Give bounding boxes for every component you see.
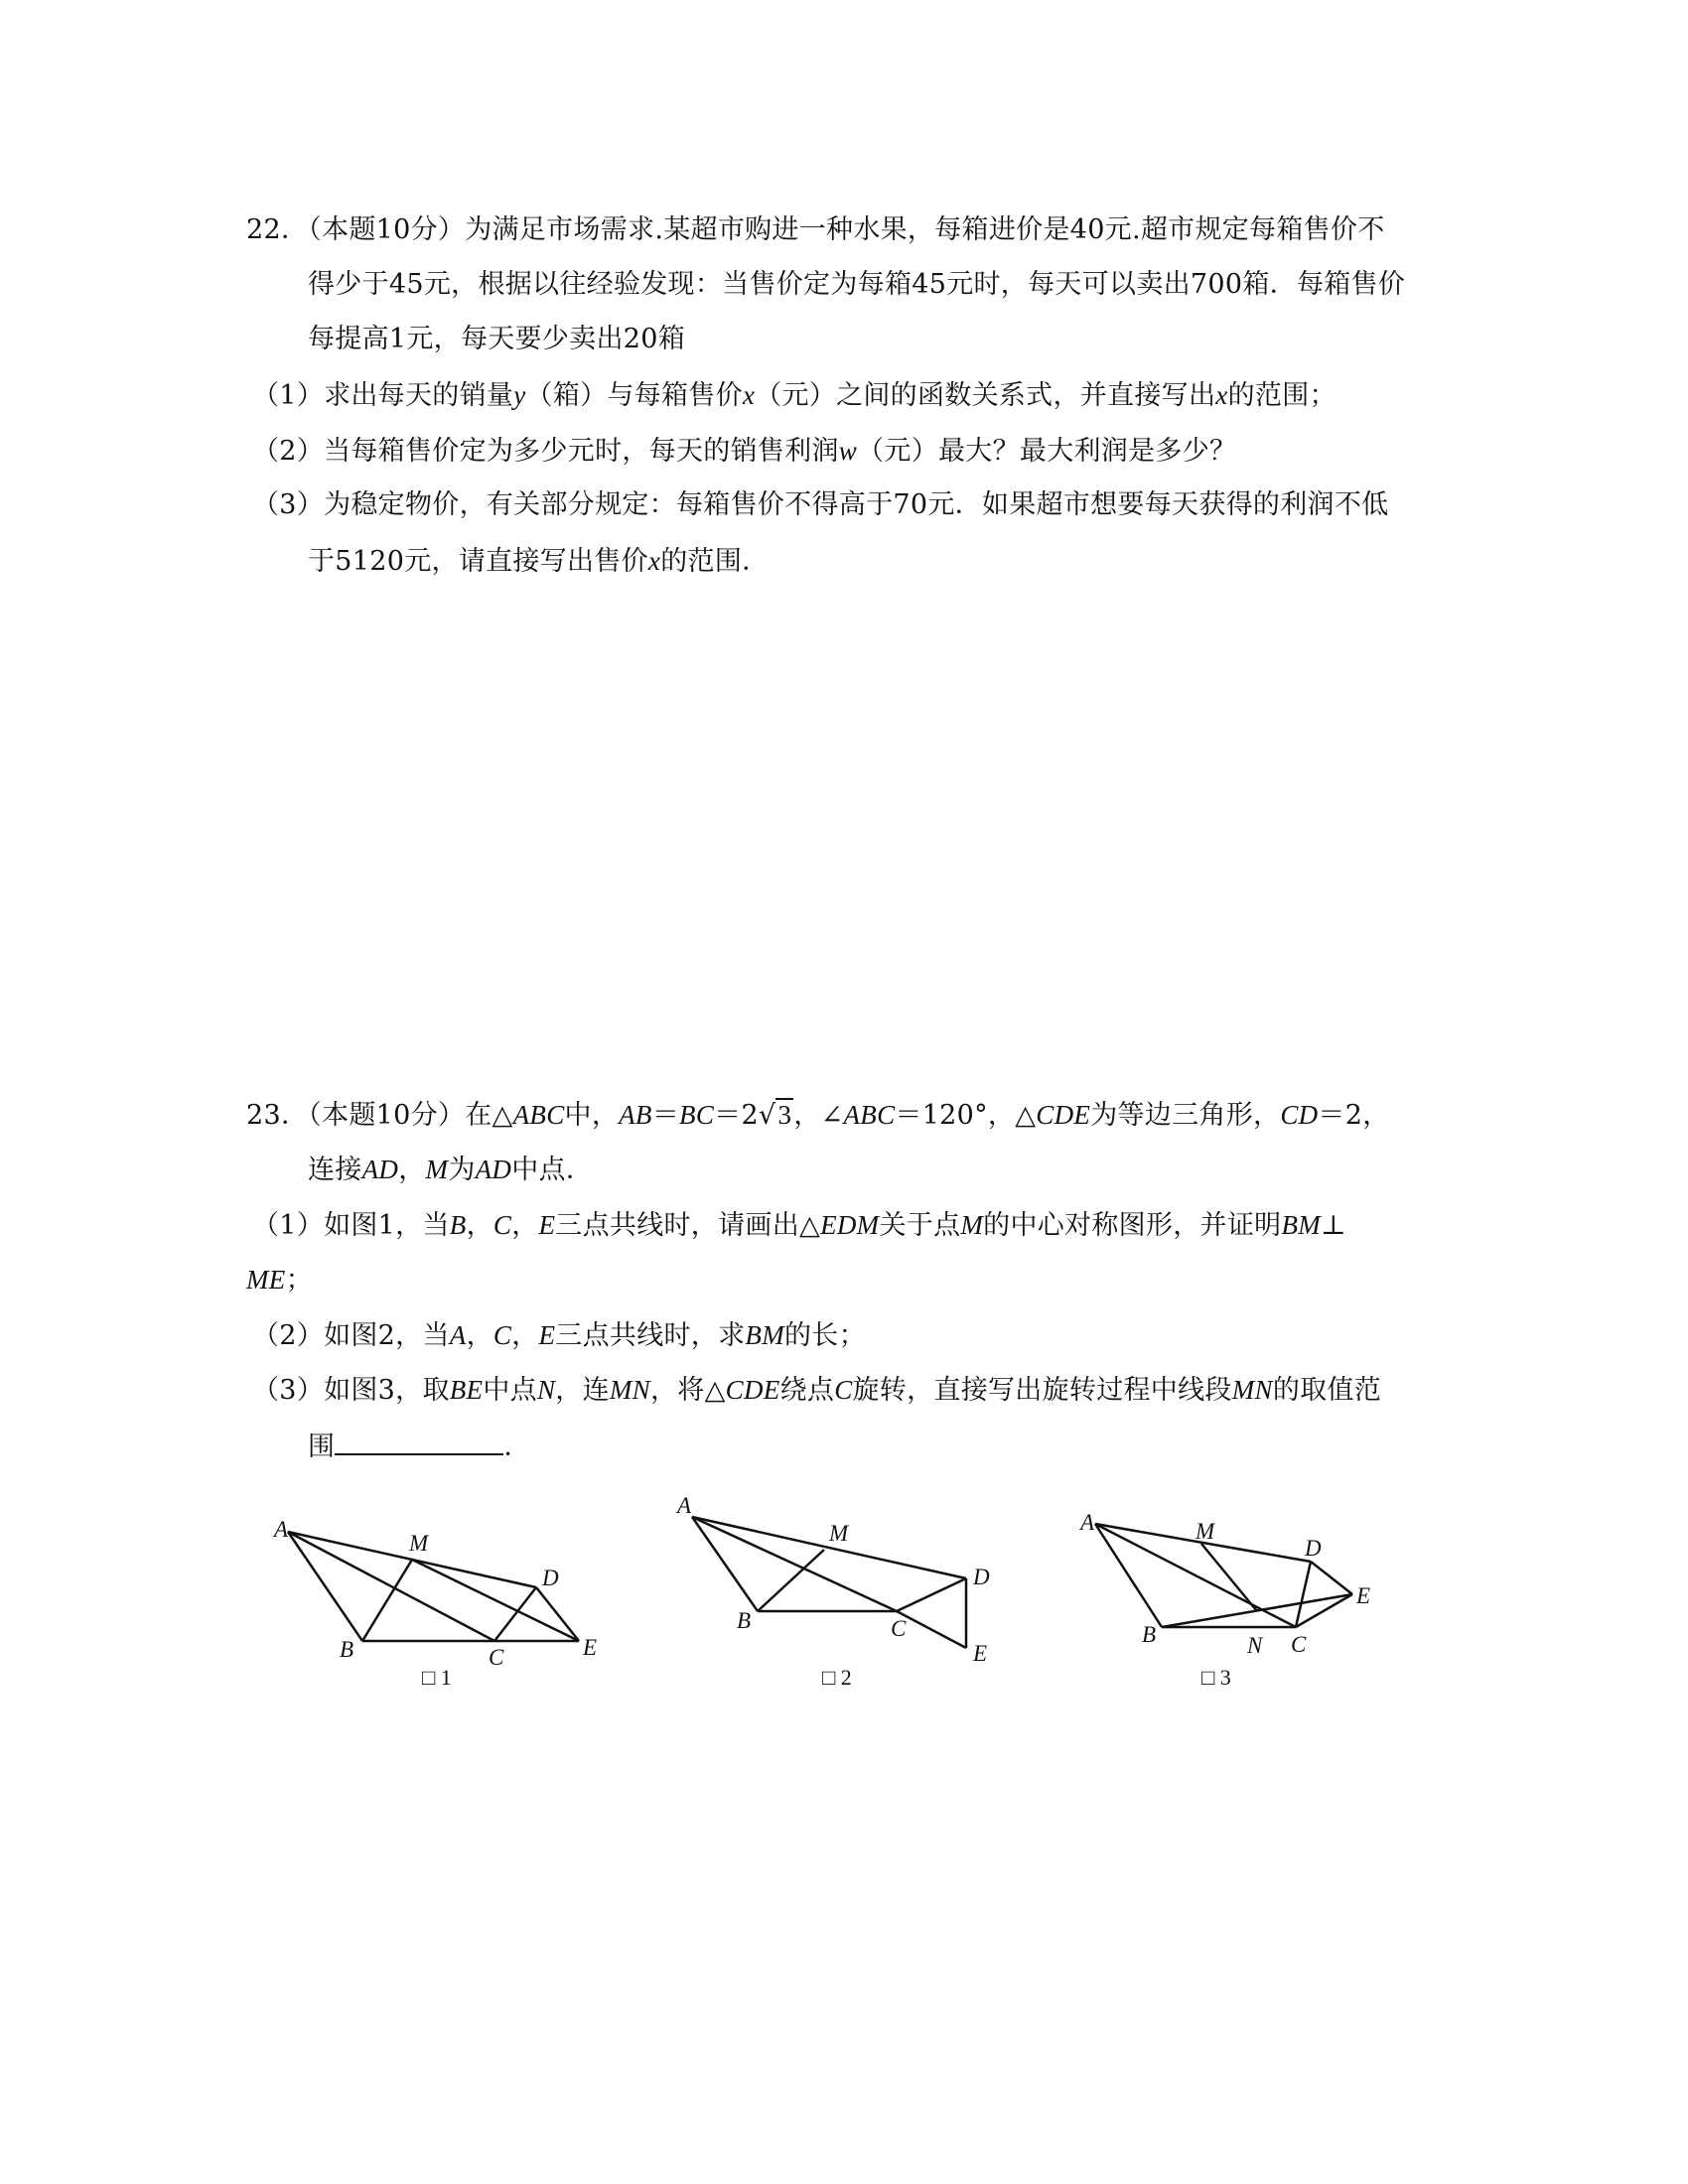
var-C: C bbox=[492, 1320, 512, 1350]
q23-text: 连接 bbox=[308, 1155, 362, 1185]
segment-CE bbox=[897, 1611, 966, 1648]
var-AD: AD bbox=[361, 1155, 399, 1184]
q22-p2-text-a: （2）当每箱售价定为多少元时，每天的销售利润 bbox=[252, 436, 839, 467]
label-B: B bbox=[1142, 1622, 1157, 1647]
var-w: w bbox=[838, 436, 858, 466]
label-C: C bbox=[1291, 1632, 1307, 1657]
label-E: E bbox=[973, 1641, 988, 1666]
q22-p2-text-b: （元）最大？最大利润是多少？ bbox=[857, 436, 1237, 467]
q23-score: （本题10分） bbox=[308, 1100, 466, 1131]
var-CDE: CDE bbox=[1036, 1100, 1091, 1130]
figure-2-svg bbox=[665, 1484, 1003, 1693]
segment-DE bbox=[1311, 1562, 1352, 1594]
figure-1-lines bbox=[288, 1532, 579, 1641]
segment-DE bbox=[536, 1587, 579, 1641]
var-BM: BM bbox=[1281, 1210, 1322, 1240]
label-D: D bbox=[973, 1565, 990, 1589]
q22-part-1 bbox=[252, 375, 1336, 416]
segment-BM bbox=[362, 1560, 412, 1641]
segment-CD bbox=[897, 1578, 966, 1611]
var-N: N bbox=[536, 1375, 556, 1405]
sqrt-symbol: √3 bbox=[758, 1100, 792, 1131]
var-BE: BE bbox=[449, 1375, 484, 1405]
label-A: A bbox=[677, 1493, 692, 1518]
q23-text: 的长； bbox=[784, 1320, 866, 1351]
q23-text: 旋转，直接写出旋转过程中线段 bbox=[852, 1375, 1232, 1406]
var-AB: AB bbox=[619, 1100, 652, 1130]
q22-stem-2: 得少于45元，根据以往经验发现：当售价定为每箱45元时，每天可以卖出700箱．每箱售价 bbox=[308, 269, 1406, 300]
var-BC: BC bbox=[679, 1100, 715, 1130]
figure-3-caption: □ 3 bbox=[1201, 1665, 1231, 1690]
label-D: D bbox=[542, 1566, 559, 1590]
figure-1-svg bbox=[268, 1494, 616, 1693]
figure-1-caption: □ 1 bbox=[422, 1665, 452, 1690]
segment-DC bbox=[494, 1587, 536, 1641]
segment-AB bbox=[288, 1532, 362, 1641]
segment-AB bbox=[1095, 1524, 1162, 1627]
segment-MN bbox=[1201, 1544, 1257, 1611]
label-A: A bbox=[1080, 1510, 1095, 1535]
var-C: C bbox=[834, 1375, 853, 1405]
q23-text: ＝2， bbox=[1318, 1100, 1390, 1131]
q23-text: 在△ bbox=[465, 1100, 513, 1131]
label-B: B bbox=[737, 1608, 752, 1633]
q23-part-3-line-2 bbox=[308, 1426, 531, 1467]
q22-p3-text-c: 的范围． bbox=[660, 546, 770, 577]
q23-text: （2）如图2，当 bbox=[252, 1320, 450, 1351]
q23-part-3-line-1 bbox=[252, 1370, 1381, 1411]
label-M: M bbox=[409, 1531, 429, 1556]
q23-text: 为 bbox=[448, 1155, 476, 1185]
label-A: A bbox=[274, 1517, 289, 1542]
q23-line-1 bbox=[246, 1095, 1390, 1136]
q23-text: ，连 bbox=[555, 1375, 610, 1406]
q23-text: 围 bbox=[308, 1432, 336, 1462]
perp-symbol: ⊥ bbox=[1321, 1210, 1346, 1241]
label-B: B bbox=[340, 1637, 354, 1662]
q22-line-3 bbox=[308, 320, 685, 359]
figure-3-svg bbox=[1053, 1494, 1390, 1693]
var-ABC: ABC bbox=[512, 1100, 565, 1130]
q23-text: 中点． bbox=[511, 1155, 594, 1185]
segment-AC bbox=[288, 1532, 494, 1641]
q22-p1-text-c: （元）之间的函数关系式，并直接写出 bbox=[755, 380, 1216, 411]
q23-part-1-line-2 bbox=[246, 1260, 313, 1300]
q23-text: ＝120°，△ bbox=[895, 1100, 1037, 1131]
var-M: M bbox=[960, 1210, 984, 1240]
q23-line-2 bbox=[308, 1150, 593, 1190]
q23-text: ＝ bbox=[651, 1100, 680, 1131]
q22-p3-text-b: 于5120元，请直接写出售价 bbox=[308, 546, 648, 577]
q23-text: 中点 bbox=[483, 1375, 537, 1406]
label-E: E bbox=[583, 1635, 598, 1660]
q22-p1-text-d: 的范围； bbox=[1227, 380, 1336, 411]
sqrt-radicand: 3 bbox=[777, 1100, 792, 1130]
q23-text: 的取值范 bbox=[1272, 1375, 1382, 1406]
var-EDM: EDM bbox=[820, 1210, 880, 1240]
q23-text: ， bbox=[466, 1210, 493, 1241]
q23-text: 三点共线时，求 bbox=[555, 1320, 746, 1351]
q22-part-3-line-2 bbox=[308, 541, 769, 582]
figure-2 bbox=[665, 1484, 1003, 1697]
var-x: x bbox=[647, 546, 661, 576]
var-MN: MN bbox=[609, 1375, 650, 1405]
q23-text: 为等边三角形， bbox=[1090, 1100, 1281, 1131]
q23-text: ； bbox=[285, 1265, 313, 1296]
segment-DC bbox=[1296, 1562, 1311, 1627]
var-E: E bbox=[538, 1320, 556, 1350]
q22-part-2 bbox=[252, 431, 1236, 472]
figure-1 bbox=[268, 1494, 616, 1697]
q22-line-1 bbox=[246, 210, 1385, 250]
var-ME: ME bbox=[246, 1265, 286, 1295]
q23-text: 三点共线时，请画出△ bbox=[555, 1210, 821, 1241]
q23-text: ． bbox=[503, 1432, 531, 1462]
label-D: D bbox=[1305, 1536, 1322, 1561]
var-CD: CD bbox=[1280, 1100, 1319, 1130]
q22-stem-3: 每提高1元，每天要少卖出20箱 bbox=[308, 324, 686, 354]
label-M: M bbox=[829, 1521, 849, 1546]
var-C: C bbox=[492, 1210, 512, 1240]
q23-number: 23． bbox=[246, 1100, 309, 1131]
q23-text: 的中心对称图形，并证明 bbox=[983, 1210, 1282, 1241]
q22-part-3-line-1 bbox=[252, 485, 1388, 525]
q23-text: ＝2 bbox=[714, 1100, 759, 1131]
label-C: C bbox=[891, 1616, 907, 1641]
q22-score: （本题10分） bbox=[308, 214, 466, 245]
q23-part-2 bbox=[252, 1315, 866, 1356]
q23-text: 绕点 bbox=[779, 1375, 835, 1406]
var-BM: BM bbox=[745, 1320, 784, 1350]
q22-p3-text-a: （3）为稳定物价，有关部分规定：每箱售价不得高于70元．如果超市想要每天获得的利润不低 bbox=[252, 489, 1389, 520]
var-AD: AD bbox=[475, 1155, 512, 1184]
figure-2-caption: □ 2 bbox=[822, 1665, 852, 1690]
segment-AC bbox=[692, 1517, 897, 1611]
q23-part-1-line-1 bbox=[252, 1205, 1346, 1246]
var-MN: MN bbox=[1231, 1375, 1273, 1405]
q22-stem-1: 为满足市场需求.某超市购进一种水果，每箱进价是40元.超市规定每箱售价不 bbox=[465, 214, 1385, 245]
label-M: M bbox=[1196, 1519, 1215, 1544]
var-B: B bbox=[449, 1210, 467, 1240]
q22-line-2 bbox=[308, 265, 1405, 305]
var-A: A bbox=[449, 1320, 467, 1350]
var-M: M bbox=[425, 1155, 449, 1184]
q23-text: ，将△ bbox=[650, 1375, 726, 1406]
q23-text: 中， bbox=[564, 1100, 620, 1131]
q23-text: ，∠ bbox=[793, 1100, 844, 1131]
q23-text: ， bbox=[511, 1320, 539, 1351]
q23-text: （3）如图3，取 bbox=[252, 1375, 450, 1406]
q23-text: ， bbox=[511, 1210, 539, 1241]
q23-text: ， bbox=[466, 1320, 493, 1351]
label-E: E bbox=[1356, 1583, 1371, 1608]
q23-text: ， bbox=[398, 1155, 426, 1185]
label-N: N bbox=[1247, 1633, 1263, 1658]
var-ABC: ABC bbox=[843, 1100, 896, 1130]
segment-BM bbox=[758, 1550, 824, 1611]
q22-number: 22． bbox=[246, 214, 309, 245]
q23-text: （1）如图1，当 bbox=[252, 1210, 450, 1241]
var-CDE: CDE bbox=[725, 1375, 780, 1405]
var-E: E bbox=[538, 1210, 556, 1240]
q23-text: 关于点 bbox=[879, 1210, 961, 1241]
q22-p1-text-b: （箱）与每箱售价 bbox=[525, 380, 743, 411]
var-x: x bbox=[742, 380, 756, 410]
figure-3 bbox=[1053, 1494, 1390, 1697]
answer-blank bbox=[335, 1426, 503, 1455]
var-y: y bbox=[513, 380, 526, 410]
var-x: x bbox=[1215, 380, 1228, 410]
q22-p1-text-a: （1）求出每天的销量 bbox=[252, 380, 514, 411]
label-C: C bbox=[489, 1645, 504, 1670]
